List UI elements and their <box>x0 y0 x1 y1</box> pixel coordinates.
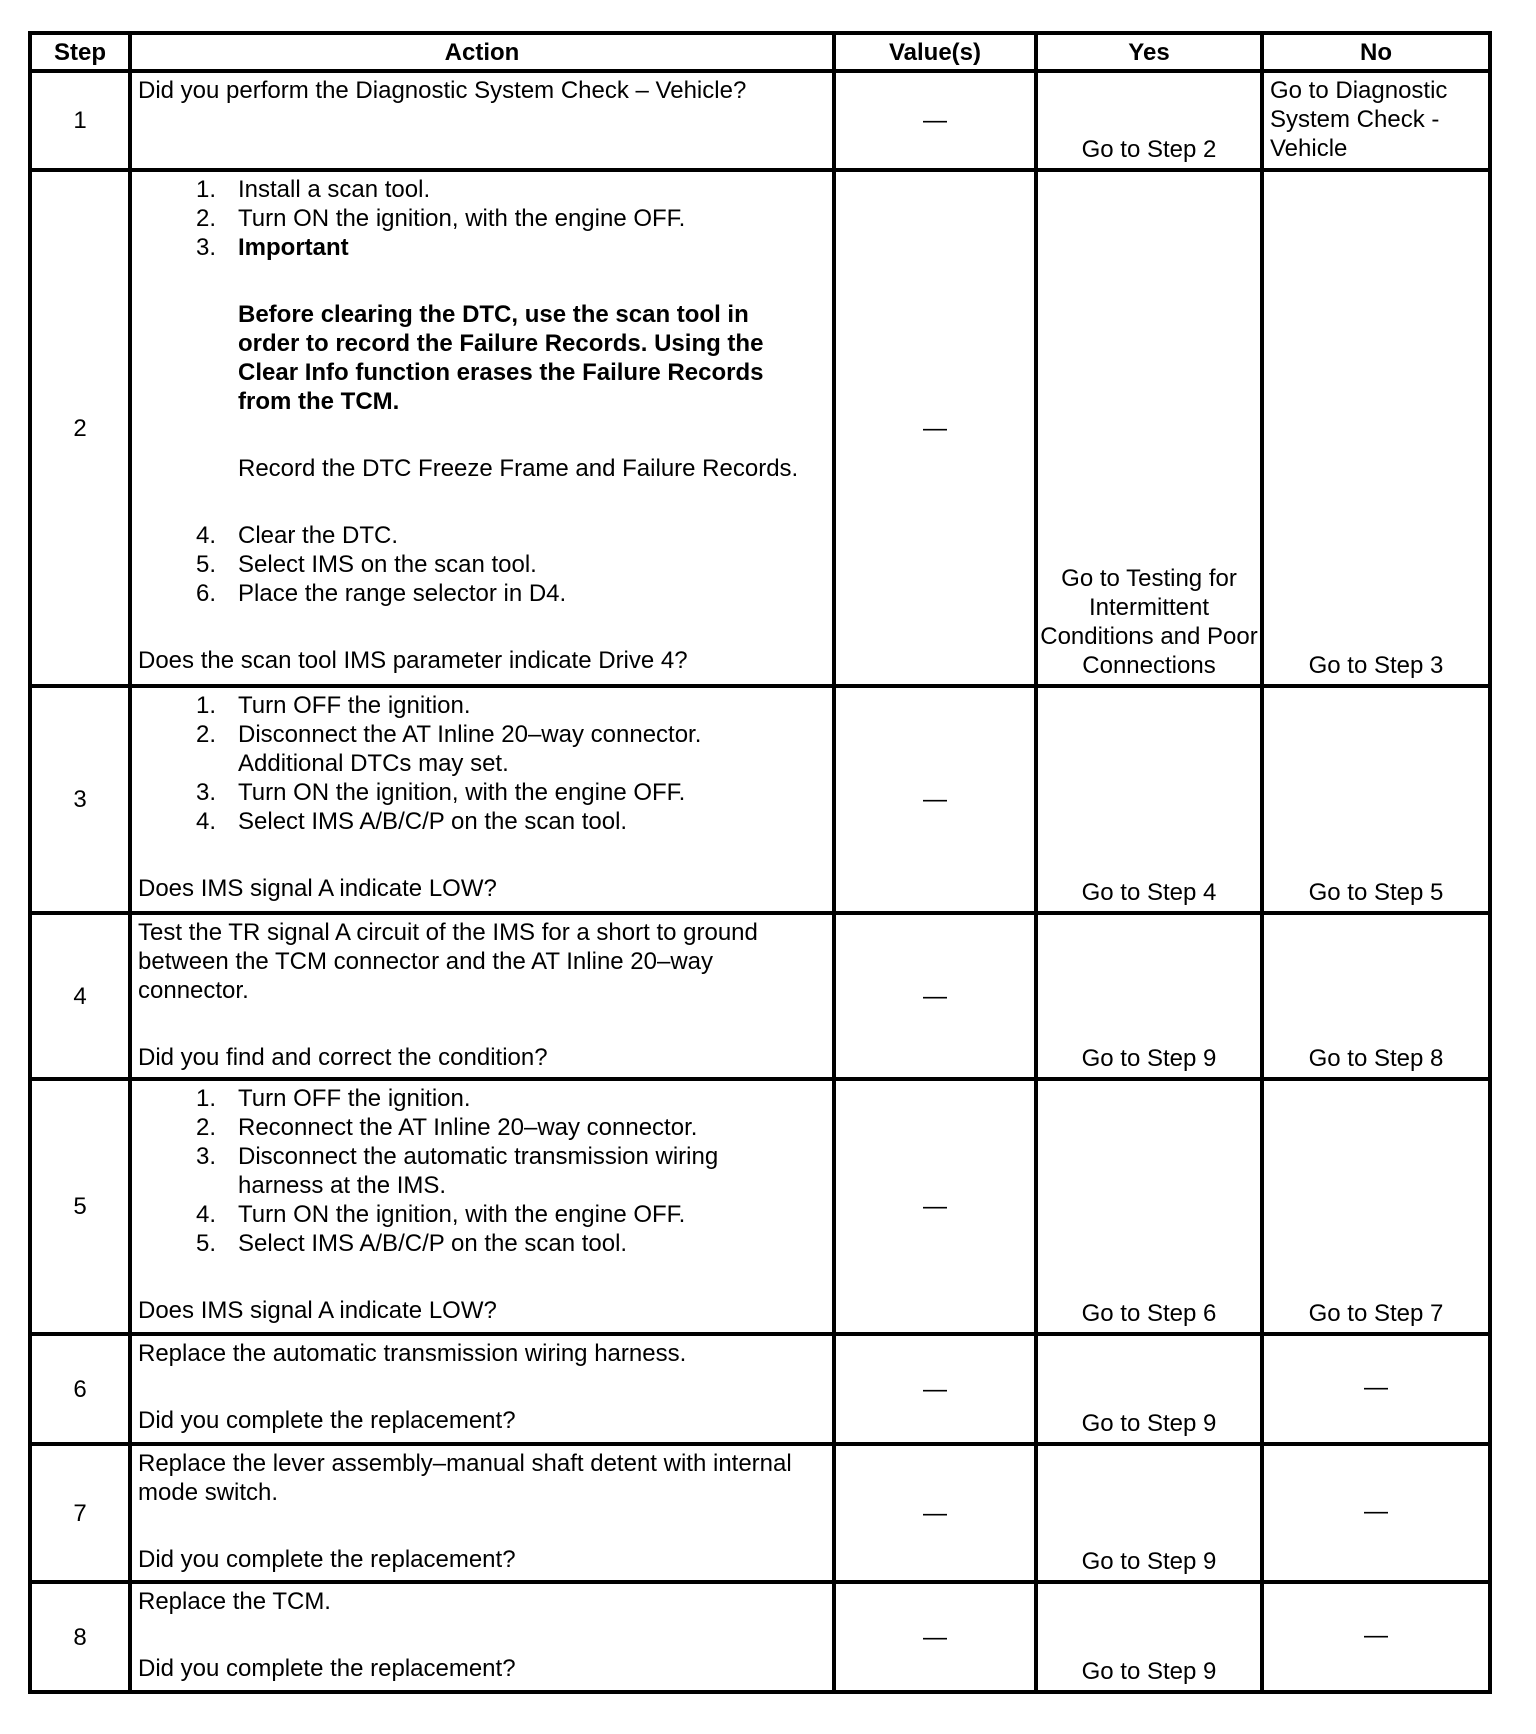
list-item: 3. Turn ON the ignition, with the engine OFF. <box>195 779 686 806</box>
no-cell: Go to Diagnostic System Check - Vehicle <box>1262 71 1490 170</box>
step-number: 7 <box>30 1444 130 1582</box>
no-cell: Go to Step 7 <box>1262 1079 1490 1334</box>
action-text: Test the TR signal A circuit of the IMS for a short to ground between the TCM connector and the AT Inline 20–way connector. <box>138 919 758 1004</box>
header-step: Step <box>30 33 130 71</box>
no-cell: — <box>1262 1582 1490 1692</box>
list-item: 2. Reconnect the AT Inline 20–way connector. <box>195 1114 698 1141</box>
question-text: Does IMS signal A indicate LOW? <box>138 875 497 902</box>
list-item: 5. Select IMS on the scan tool. <box>195 551 537 578</box>
yes-cell: Go to Testing for Intermittent Conditions and Poor Connections <box>1036 170 1262 686</box>
step-number: 6 <box>30 1334 130 1444</box>
list-item: 5. Select IMS A/B/C/P on the scan tool. <box>195 1230 628 1257</box>
action-text: Replace the automatic transmission wiring harness. <box>138 1340 687 1367</box>
question-text: Did you complete the replacement? <box>138 1407 516 1434</box>
list-item: 3. Important <box>195 234 349 261</box>
no-cell: — <box>1262 1444 1490 1582</box>
value-cell: — <box>834 1444 1036 1582</box>
list-item: 1. Turn OFF the ignition. <box>195 692 471 719</box>
no-cell: Go to Step 8 <box>1262 913 1490 1079</box>
value-cell: — <box>834 1582 1036 1692</box>
list-item: 4. Select IMS A/B/C/P on the scan tool. <box>195 808 628 835</box>
yes-cell: Go to Step 9 <box>1036 913 1262 1079</box>
action-cell <box>130 1444 834 1582</box>
instruction-list <box>138 691 826 836</box>
value-cell: — <box>834 1334 1036 1444</box>
action-cell <box>130 71 834 170</box>
step-number: 5 <box>30 1079 130 1334</box>
action-cell <box>130 686 834 913</box>
list-item: 1. Install a scan tool. <box>195 176 431 203</box>
action-cell <box>130 1582 834 1692</box>
value-cell: — <box>834 686 1036 913</box>
action-text: Replace the TCM. <box>138 1588 331 1615</box>
table-row <box>30 1079 1490 1334</box>
header-action: Action <box>130 33 834 71</box>
yes-cell: Go to Step 9 <box>1036 1582 1262 1692</box>
step-number: 1 <box>30 71 130 170</box>
action-text: Replace the lever assembly–manual shaft detent with internal mode switch. <box>138 1450 792 1506</box>
step-number: 8 <box>30 1582 130 1692</box>
step-number: 3 <box>30 686 130 913</box>
table-row <box>30 1582 1490 1692</box>
instruction-list <box>138 1084 826 1258</box>
value-cell: — <box>834 170 1036 686</box>
no-cell: — <box>1262 1334 1490 1444</box>
list-item: 2. Turn ON the ignition, with the engine OFF. <box>195 205 686 232</box>
question-text: Does IMS signal A indicate LOW? <box>138 1297 497 1324</box>
list-item: 6. Place the range selector in D4. <box>195 580 567 607</box>
important-note: Before clearing the DTC, use the scan tool in order to record the Failure Records. Using the Clear Info function erases the Failure Records from the TCM. <box>238 301 764 415</box>
action-cell <box>130 1334 834 1444</box>
value-cell: — <box>834 913 1036 1079</box>
table-row <box>30 1334 1490 1444</box>
no-cell: Go to Step 3 <box>1262 170 1490 686</box>
header-yes: Yes <box>1036 33 1262 71</box>
yes-cell: Go to Step 9 <box>1036 1334 1262 1444</box>
yes-cell: Go to Step 2 <box>1036 71 1262 170</box>
table-header-row <box>30 33 1490 71</box>
list-item: 3. Disconnect the automatic transmission wiring harness at the IMS. <box>195 1143 719 1199</box>
value-cell: — <box>834 71 1036 170</box>
action-cell <box>130 170 834 686</box>
action-text: Did you perform the Diagnostic System Check – Vehicle? <box>138 77 747 104</box>
no-cell: Go to Step 5 <box>1262 686 1490 913</box>
step-number: 2 <box>30 170 130 686</box>
header-values: Value(s) <box>834 33 1036 71</box>
table-row <box>30 71 1490 170</box>
action-cell <box>130 913 834 1079</box>
yes-cell: Go to Step 6 <box>1036 1079 1262 1334</box>
value-cell: — <box>834 1079 1036 1334</box>
table-row <box>30 170 1490 686</box>
table-row <box>30 1444 1490 1582</box>
list-item: 4. Clear the DTC. <box>195 522 399 549</box>
instruction-list <box>138 175 826 262</box>
header-no: No <box>1262 33 1490 71</box>
list-item: 4. Turn ON the ignition, with the engine OFF. <box>195 1201 686 1228</box>
question-text: Did you complete the replacement? <box>138 1546 516 1573</box>
diagnostic-table <box>28 31 1492 1694</box>
record-instruction: Record the DTC Freeze Frame and Failure Records. <box>238 455 799 482</box>
step-number: 4 <box>30 913 130 1079</box>
action-cell <box>130 1079 834 1334</box>
instruction-list <box>138 521 826 608</box>
table-row <box>30 686 1490 913</box>
list-item: 1. Turn OFF the ignition. <box>195 1085 471 1112</box>
yes-cell: Go to Step 9 <box>1036 1444 1262 1582</box>
yes-cell: Go to Step 4 <box>1036 686 1262 913</box>
question-text: Does the scan tool IMS parameter indicate Drive 4? <box>138 647 688 674</box>
question-text: Did you find and correct the condition? <box>138 1044 548 1071</box>
list-item: 2. Disconnect the AT Inline 20–way connector. Additional DTCs may set. <box>195 721 702 777</box>
question-text: Did you complete the replacement? <box>138 1655 516 1682</box>
table-row <box>30 913 1490 1079</box>
